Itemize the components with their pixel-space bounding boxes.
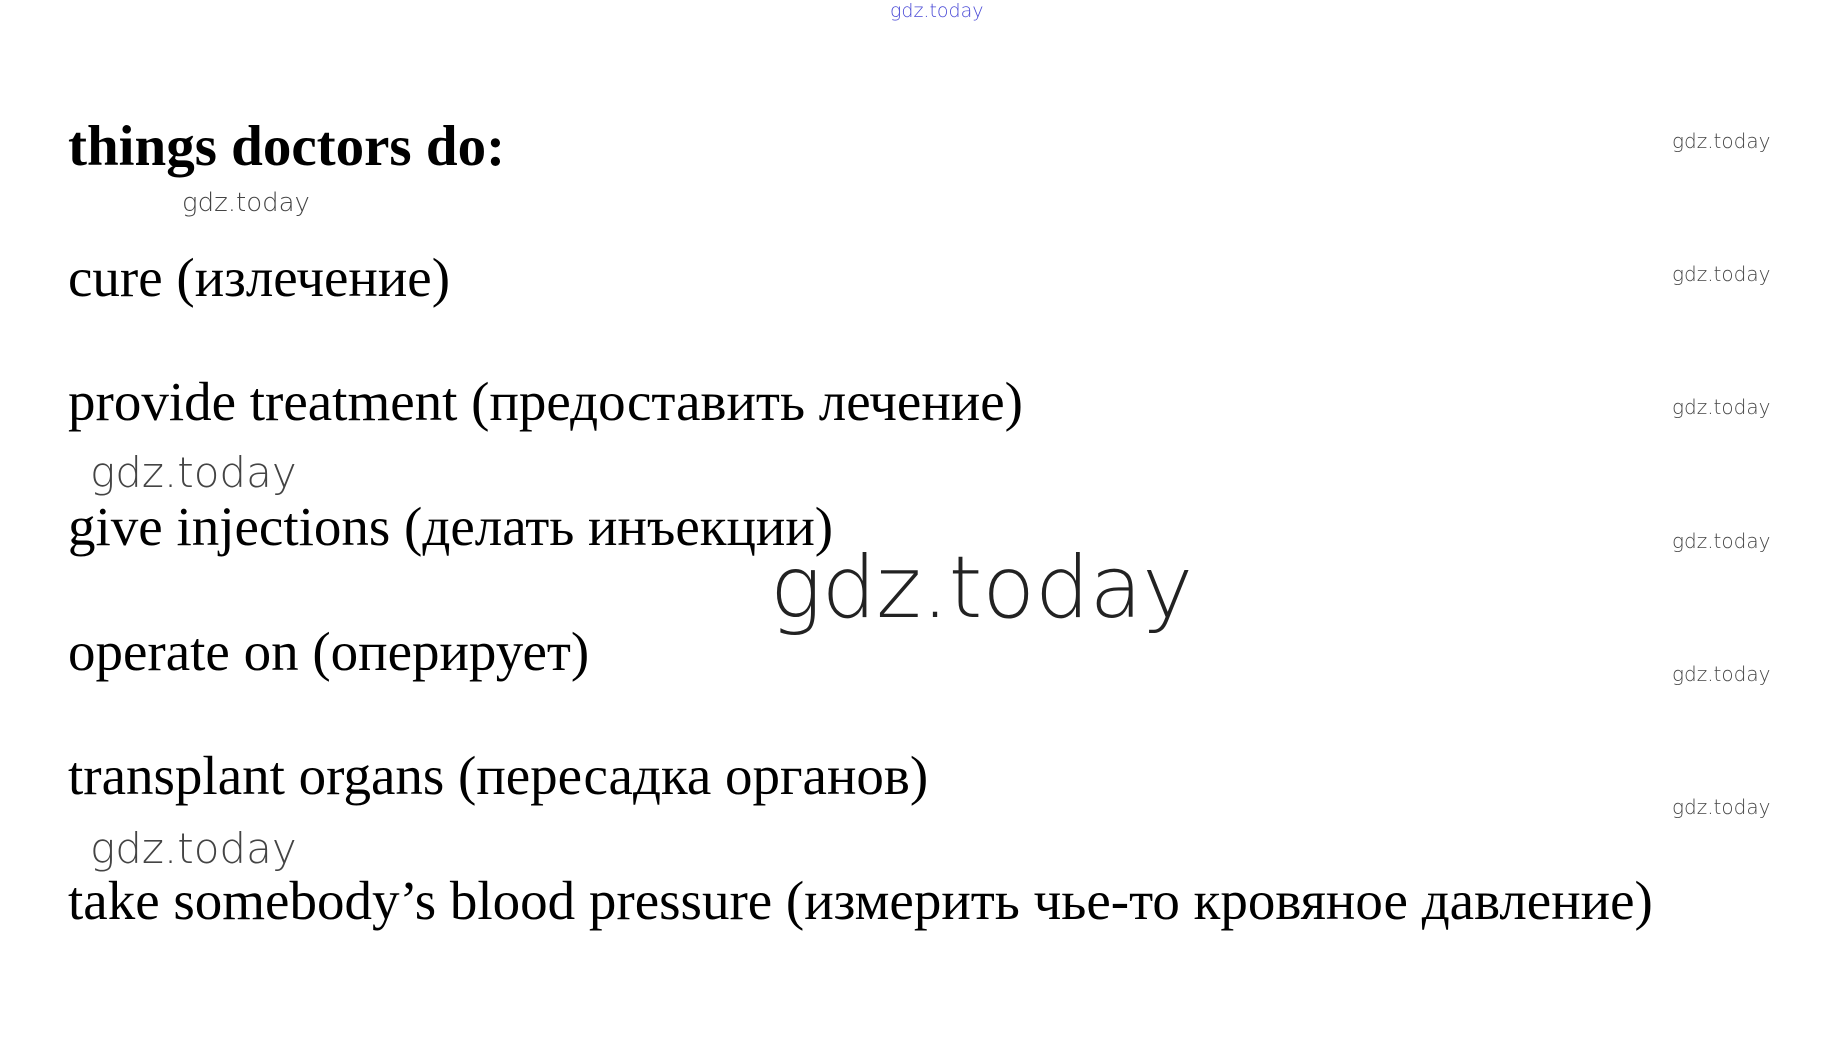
watermark-side-2: gdz.today — [1672, 262, 1771, 286]
watermark-side-3: gdz.today — [1672, 395, 1771, 419]
heading: things doctors do: — [68, 115, 506, 178]
list-item-operate-on: operate on (оперирует) — [68, 621, 590, 682]
watermark-top: gdz.today — [890, 0, 984, 22]
watermark-big: gdz.today — [770, 538, 1194, 638]
watermark-side-1: gdz.today — [1672, 129, 1771, 153]
watermark-side-5: gdz.today — [1672, 662, 1771, 686]
list-item-blood-pressure: take somebody’s blood pressure (измерить чье-то кровяное давление) — [68, 870, 1653, 931]
watermark-small: gdz.today — [182, 188, 310, 218]
watermark-side-6: gdz.today — [1672, 795, 1771, 819]
list-item-give-injections: give injections (делать инъекции) — [68, 496, 834, 557]
list-item-transplant-organs: transplant organs (пересадка органов) — [68, 745, 929, 806]
watermark-mid-2: gdz.today — [90, 824, 297, 873]
list-item-cure: cure (излечение) — [68, 247, 451, 308]
list-item-provide-treatment: provide treatment (предоставить лечение) — [68, 371, 1023, 432]
watermark-side-4: gdz.today — [1672, 529, 1771, 553]
watermark-mid-1: gdz.today — [90, 448, 297, 497]
